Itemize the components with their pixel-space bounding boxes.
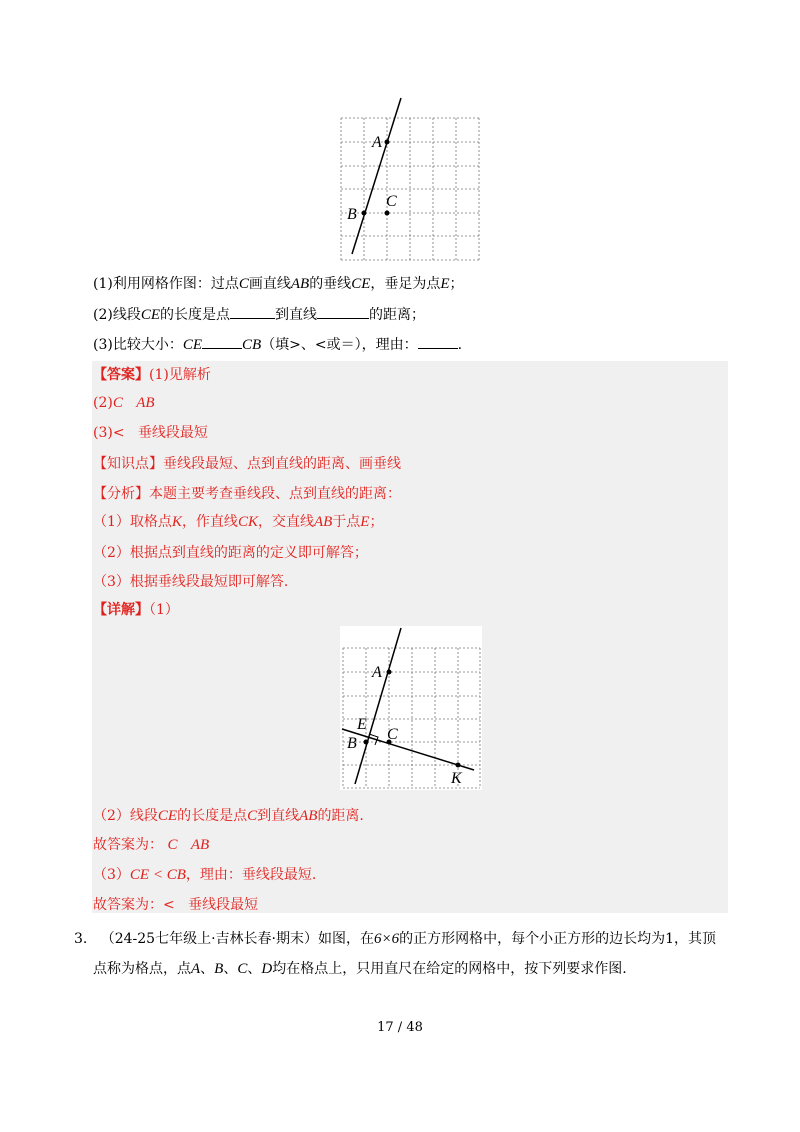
final-answer-2: 故答案为： C AB bbox=[93, 837, 210, 853]
detail-line-1: 【详解】（1） bbox=[93, 602, 179, 618]
analysis-step-3: （3）根据垂线段最短即可解答. bbox=[93, 574, 289, 590]
figure-grid-1 bbox=[338, 96, 488, 264]
page-number: 17 / 48 bbox=[377, 1020, 423, 1035]
question-part-2: (2)线段CE的长度是点 到直线 的距离； bbox=[93, 303, 425, 326]
blank-2[interactable] bbox=[317, 303, 369, 319]
question-part-1: (1)利用网格作图：过点C画直线AB的垂线CE，垂足为点E； bbox=[93, 276, 464, 292]
line-ab bbox=[352, 98, 401, 254]
question-3-line-2: 点称为格点，点A、B、C、D均在格点上，只用直尺在给定的网格中，按下列要求作图. bbox=[93, 961, 627, 977]
label-k: K bbox=[451, 770, 462, 787]
blank-1[interactable] bbox=[230, 303, 275, 319]
figure-2-svg bbox=[340, 626, 482, 790]
figure-1-svg bbox=[338, 96, 488, 264]
label-a: A bbox=[372, 134, 382, 151]
analysis-step-2: （2）根据点到直线的距离的定义即可解答； bbox=[93, 545, 368, 561]
detail-line-3: （3）CE < CB，理由：垂线段最短. bbox=[93, 867, 317, 883]
point-c bbox=[385, 211, 390, 216]
question-3-line-1: 3. （24-25七年级上·吉林长春·期末）如图，在6×6的正方形网格中，每个小正方形的边长均为1，其顶 bbox=[74, 931, 717, 947]
detail-line-2: （2）线段CE的长度是点C到直线AB的距离. bbox=[93, 808, 364, 824]
label-b: B bbox=[347, 206, 357, 223]
final-answer-3: 故答案为：< 垂线段最短 bbox=[93, 897, 259, 913]
label-c: C bbox=[387, 726, 398, 743]
label-c: C bbox=[386, 193, 397, 210]
answer-line-2: (2)C AB bbox=[93, 395, 155, 411]
knowledge-point: 【知识点】垂线段最短、点到直线的距离、画垂线 bbox=[93, 456, 401, 472]
point-b bbox=[364, 740, 369, 745]
point-a bbox=[385, 140, 390, 145]
blank-3[interactable] bbox=[202, 333, 242, 349]
answer-line-3: (3)< 垂线段最短 bbox=[93, 425, 208, 441]
figure-grid-2 bbox=[340, 626, 482, 790]
blank-4[interactable] bbox=[418, 333, 458, 349]
analysis: 【分析】本题主要考查垂线段、点到直线的距离： bbox=[93, 486, 401, 502]
question-part-3: (3)比较大小：CE CB（填>、<或＝），理由： . bbox=[93, 333, 462, 356]
point-k bbox=[456, 763, 461, 768]
label-a: A bbox=[372, 664, 382, 681]
analysis-step-1: （1）取格点K，作直线CK，交直线AB于点E； bbox=[93, 514, 384, 530]
answer-line-1: 【答案】(1)见解析 bbox=[93, 367, 211, 383]
point-a bbox=[387, 670, 392, 675]
label-b: B bbox=[347, 735, 357, 752]
label-e: E bbox=[357, 716, 367, 733]
point-b bbox=[362, 211, 367, 216]
